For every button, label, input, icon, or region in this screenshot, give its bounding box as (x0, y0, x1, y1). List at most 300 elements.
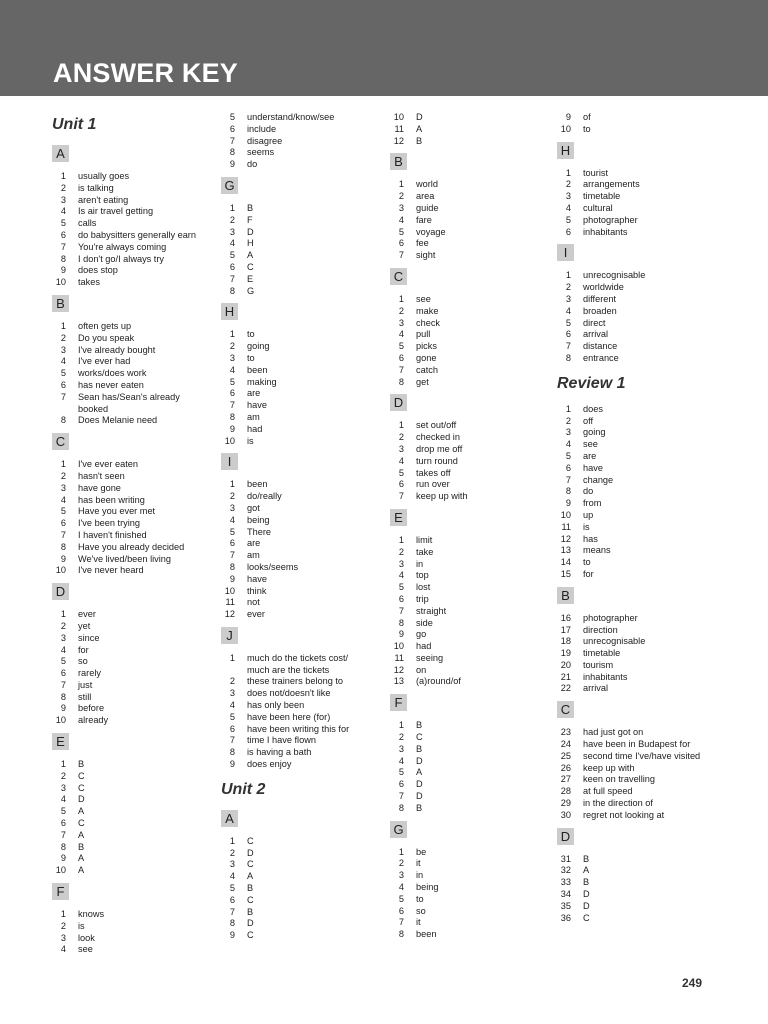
answer-number: 5 (398, 341, 404, 352)
answer-text: trip (416, 593, 429, 604)
answer-number: 6 (229, 123, 235, 134)
answer-text: on (416, 664, 427, 675)
answer-row (221, 227, 349, 239)
answer-row (221, 550, 349, 562)
answer-number: 1 (229, 329, 235, 340)
answer-text: works/does work (78, 368, 147, 379)
answer-row (390, 732, 468, 744)
answer-number: 14 (560, 557, 571, 568)
answer-text: going (583, 427, 606, 438)
answer-text: voyage (416, 226, 446, 237)
section-letter-badge: I (221, 453, 238, 470)
section-letter-badge: E (52, 733, 69, 750)
answer-row (221, 848, 349, 860)
answer-text: D (78, 794, 85, 805)
answer-number: 3 (229, 859, 235, 870)
answer-row (52, 471, 196, 483)
answer-number: 4 (565, 305, 571, 316)
answer-row (52, 277, 196, 289)
answer-text: unrecognisable (583, 270, 646, 281)
answer-text: have (583, 462, 603, 473)
unit-heading: Unit 2 (221, 780, 266, 798)
answer-row (557, 569, 700, 581)
answer-number: 8 (229, 918, 235, 929)
answer-row (221, 895, 349, 907)
answer-text: direct (583, 317, 606, 328)
answer-number: 3 (565, 427, 571, 438)
answer-number: 3 (398, 870, 404, 881)
answer-number: 5 (229, 112, 235, 122)
answer-row (221, 353, 349, 365)
answer-text: straight (416, 605, 447, 616)
answer-row (557, 613, 700, 625)
answer-row (52, 333, 196, 345)
answer-text: C (247, 894, 254, 905)
answer-number: 1 (60, 609, 66, 620)
answer-number: 27 (560, 774, 571, 785)
answer-row (557, 510, 700, 522)
answer-number: 2 (565, 415, 571, 426)
answer-row (52, 909, 196, 921)
answer-row (557, 191, 700, 203)
answer-text: has only been (247, 700, 305, 711)
answer-number: 6 (398, 352, 404, 363)
answer-text: being (416, 882, 439, 893)
answer-row (557, 404, 700, 416)
answer-text: make (416, 305, 439, 316)
answer-text: A (78, 865, 85, 876)
answer-text: world (416, 179, 438, 190)
answer-row (221, 676, 349, 688)
answer-number: 3 (565, 191, 571, 202)
answer-row (557, 557, 700, 569)
answer-text: had just got on (583, 727, 644, 738)
answer-number: 10 (393, 641, 404, 652)
answer-number: 33 (560, 877, 571, 888)
answer-text: A (583, 865, 590, 876)
answer-number: 1 (398, 420, 404, 431)
answer-row (221, 836, 349, 848)
answer-number: 2 (229, 214, 235, 225)
answer-number: 4 (398, 455, 404, 466)
answer-row (221, 586, 349, 598)
answer-text: understand/know/see (247, 112, 335, 122)
answer-text: usually goes (78, 171, 130, 181)
answer-text: photographer (583, 214, 638, 225)
answer-text: A (78, 806, 85, 817)
answer-row (390, 468, 468, 480)
answer-number: 8 (398, 617, 404, 628)
unit-heading: Unit 1 (52, 116, 97, 133)
answer-text: do/really (247, 491, 282, 502)
answer-number: 30 (560, 809, 571, 820)
section-letter-badge: C (557, 701, 574, 718)
answer-row (557, 179, 700, 191)
answer-number: 6 (60, 668, 66, 679)
answer-text: does (583, 403, 603, 414)
answer-row (390, 894, 468, 906)
answer-text: to (583, 123, 591, 134)
answer-number: 8 (565, 486, 571, 497)
answer-number: 20 (560, 659, 571, 670)
answer-number: 8 (398, 376, 404, 387)
answer-text: have gone (78, 482, 121, 493)
answer-text: A (78, 829, 85, 840)
answer-row (52, 771, 196, 783)
answer-number: 2 (60, 182, 66, 193)
answer-text: D (416, 791, 423, 802)
answer-number: 9 (229, 159, 235, 170)
answer-row (52, 818, 196, 830)
answer-row (557, 798, 700, 810)
answer-text: B (247, 883, 254, 894)
answer-number: 12 (224, 609, 235, 620)
answer-number: 7 (565, 474, 571, 485)
answer-number: 8 (229, 285, 235, 296)
answer-number: 5 (60, 218, 66, 229)
answer-number: 1 (565, 403, 571, 414)
answer-number: 9 (60, 265, 66, 276)
answer-number: 6 (229, 538, 235, 549)
answer-number: 1 (60, 759, 66, 770)
answer-row (390, 582, 468, 594)
answer-row (557, 227, 700, 239)
answer-row (221, 700, 349, 712)
answer-row (221, 859, 349, 871)
answer-number: 6 (565, 226, 571, 237)
answer-number: 10 (224, 435, 235, 446)
answer-text: is having a bath (247, 747, 312, 758)
answer-number: 5 (60, 506, 66, 517)
answer-number: 8 (565, 352, 571, 363)
answer-number: 5 (398, 226, 404, 237)
answer-text: in the direction of (583, 798, 653, 809)
answer-text: regret not looking at (583, 809, 665, 820)
answer-text: been (247, 479, 268, 490)
section-letter-badge: F (52, 883, 69, 900)
answer-number: 31 (560, 853, 571, 864)
answer-number: 10 (224, 585, 235, 596)
answer-text: unrecognisable (583, 636, 646, 647)
answer-row (557, 353, 700, 365)
answer-row (52, 933, 196, 945)
answer-row (390, 929, 468, 941)
answer-number: 15 (560, 568, 571, 579)
answer-number: 4 (398, 882, 404, 893)
answer-number: 1 (60, 171, 66, 181)
answer-number: 11 (394, 652, 404, 663)
section-letter-badge: A (221, 810, 238, 827)
answer-row (557, 112, 700, 124)
answer-row (52, 621, 196, 633)
answer-row (221, 597, 349, 609)
answer-text: am (247, 550, 260, 561)
answer-text: There (247, 526, 272, 537)
answer-text: check (416, 317, 441, 328)
answer-text: these trainers belong to (247, 676, 344, 687)
answer-text: inhabitants (583, 226, 628, 237)
answer-row (390, 456, 468, 468)
answer-number: 10 (55, 277, 66, 288)
answer-text: to (583, 557, 591, 568)
answer-number: 6 (398, 479, 404, 490)
answer-number: 1 (565, 270, 571, 281)
answer-text: C (247, 835, 254, 846)
answer-text: be (416, 846, 427, 857)
answer-row (390, 653, 468, 665)
answer-number: 6 (60, 518, 66, 529)
answer-number: 9 (565, 498, 571, 509)
answer-number: 13 (393, 676, 404, 687)
answer-row (52, 265, 196, 277)
answer-row (221, 918, 349, 930)
answer-row (390, 432, 468, 444)
answer-text: I've already bought (78, 344, 156, 355)
answer-row (557, 683, 700, 695)
answer-column-1 (52, 112, 196, 956)
answer-text: You're always coming (78, 241, 167, 252)
answer-row (221, 503, 349, 515)
answer-text: A (247, 871, 254, 882)
answer-text: B (247, 202, 254, 213)
answer-row (221, 203, 349, 215)
answer-row (390, 791, 468, 803)
answer-text: going (247, 341, 270, 352)
answer-text: it (416, 917, 421, 928)
answer-number: 10 (560, 123, 571, 134)
answer-text: G (247, 285, 255, 296)
answer-row (52, 830, 196, 842)
answer-text: being (247, 514, 270, 525)
answer-text: is (583, 521, 590, 532)
answer-row (221, 262, 349, 274)
answer-number: 10 (55, 715, 66, 726)
answer-row (390, 179, 468, 191)
answer-row (52, 783, 196, 795)
section-letter-badge: A (52, 145, 69, 162)
answer-row (52, 506, 196, 518)
answer-text: limit (416, 534, 433, 545)
answer-text: arrangements (583, 179, 640, 190)
answer-number: 4 (60, 794, 66, 805)
answer-number: 8 (229, 561, 235, 572)
answer-row (557, 498, 700, 510)
answer-row (52, 415, 196, 427)
answer-text: inhabitants (583, 671, 628, 682)
answer-row (52, 759, 196, 771)
answer-number: 12 (393, 664, 404, 675)
section-letter-badge: G (390, 821, 407, 838)
answer-row (221, 341, 349, 353)
answer-number: 12 (393, 135, 404, 146)
answer-text: to (247, 329, 255, 340)
answer-text: think (247, 585, 267, 596)
answer-row (390, 882, 468, 894)
answer-row (52, 692, 196, 704)
answer-text: C (247, 859, 254, 870)
answer-number: 5 (398, 767, 404, 778)
answer-number: 6 (398, 593, 404, 604)
answer-row (52, 321, 196, 333)
answer-number: 2 (60, 620, 66, 631)
answer-number: 1 (60, 909, 66, 920)
answer-text: D (247, 847, 254, 858)
answer-number: 5 (60, 656, 66, 667)
answer-row (557, 318, 700, 330)
answer-text: just (78, 679, 93, 690)
answer-number: 7 (398, 250, 404, 261)
answer-number: 18 (560, 636, 571, 647)
answer-text: making (247, 376, 277, 387)
unit-heading: Review 1 (557, 374, 626, 392)
section-letter-badge: B (52, 295, 69, 312)
answer-text: takes (78, 277, 100, 288)
answer-text: C (583, 912, 590, 923)
answer-row (52, 368, 196, 380)
answer-number: 4 (398, 329, 404, 340)
answer-text: does stop (78, 265, 118, 276)
answer-row (557, 545, 700, 557)
answer-row (221, 412, 349, 424)
answer-number: 3 (229, 688, 235, 699)
answer-text: not (247, 597, 260, 608)
answer-text: second time I've/have visited (583, 750, 701, 761)
answer-row (390, 570, 468, 582)
answer-number: 7 (565, 341, 571, 352)
answer-text: H (247, 238, 254, 249)
answer-number: 6 (60, 379, 66, 390)
answer-number: 7 (60, 241, 66, 252)
answer-text: fee (416, 238, 429, 249)
answer-number: 8 (229, 411, 235, 422)
answer-number: 6 (398, 905, 404, 916)
answer-row (557, 751, 700, 763)
answer-text: at full speed (583, 786, 633, 797)
answer-row (52, 183, 196, 195)
answer-text: keep up with (583, 762, 635, 773)
answer-text: had (416, 641, 432, 652)
answer-text: lost (416, 582, 431, 593)
answer-row (557, 727, 700, 739)
answer-number: 11 (561, 521, 571, 532)
answer-text: much do the tickets cost/ (247, 652, 349, 663)
answer-text: top (416, 570, 429, 581)
answer-text: B (416, 720, 423, 731)
answer-number: 5 (229, 376, 235, 387)
answer-row (557, 660, 700, 672)
section-letter-badge: J (221, 627, 238, 644)
answer-text: C (416, 732, 423, 743)
answer-number: 2 (398, 732, 404, 743)
answer-text: timetable (583, 191, 621, 202)
answer-number: 5 (565, 214, 571, 225)
answer-text: to (247, 352, 255, 363)
answer-row (390, 535, 468, 547)
answer-row (390, 420, 468, 432)
answer-text: catch (416, 364, 438, 375)
answer-text: have (247, 400, 267, 411)
answer-row (390, 629, 468, 641)
answer-number: 26 (560, 762, 571, 773)
answer-number: 5 (565, 450, 571, 461)
answer-row (557, 451, 700, 463)
answer-number: 3 (60, 482, 66, 493)
answer-row (52, 794, 196, 806)
answer-number: 7 (398, 917, 404, 928)
answer-number: 4 (229, 364, 235, 375)
answer-number: 4 (398, 755, 404, 766)
answer-text: ever (78, 609, 96, 620)
answer-number: 10 (55, 565, 66, 576)
answer-text: B (78, 759, 85, 770)
answer-text: booked (78, 403, 109, 414)
answer-text: do (247, 159, 258, 170)
answer-row (557, 648, 700, 660)
answer-row (221, 538, 349, 550)
answer-text: set out/off (416, 420, 457, 431)
answer-text: I've been trying (78, 518, 141, 529)
answer-number: 11 (394, 123, 404, 134)
answer-number: 9 (229, 573, 235, 584)
answer-number: 1 (398, 534, 404, 545)
answer-text: is talking (78, 182, 114, 193)
answer-row (390, 112, 468, 124)
answer-row (557, 463, 700, 475)
answer-text: I haven't finished (78, 529, 147, 540)
section-letter-badge: D (52, 583, 69, 600)
answer-row (52, 518, 196, 530)
answer-number: 35 (560, 900, 571, 911)
answer-text: yet (78, 620, 91, 631)
answer-text: been (416, 929, 437, 940)
answer-row (390, 329, 468, 341)
answer-row (221, 436, 349, 448)
answer-number: 4 (229, 871, 235, 882)
answer-row (221, 136, 349, 148)
answer-text: drop me off (416, 443, 463, 454)
answer-row (390, 917, 468, 929)
answer-row (52, 218, 196, 230)
answer-number: 2 (398, 191, 404, 202)
answer-text: pull (416, 329, 431, 340)
answer-text: are (583, 450, 597, 461)
answer-number: 4 (60, 494, 66, 505)
answer-number: 7 (229, 400, 235, 411)
answer-number: 1 (60, 320, 66, 331)
answer-text: disagree (247, 135, 283, 146)
answer-row (390, 250, 468, 262)
answer-text: D (583, 900, 590, 911)
answer-number: 4 (229, 700, 235, 711)
answer-number: 6 (229, 388, 235, 399)
answer-number: 2 (565, 282, 571, 293)
answer-row (52, 254, 196, 266)
page-title: ANSWER KEY (53, 58, 239, 88)
answer-number: 8 (60, 541, 66, 552)
answer-row (52, 609, 196, 621)
answer-number: 11 (225, 597, 235, 608)
answer-column-4 (557, 112, 700, 924)
answer-row (390, 676, 468, 688)
answer-row (52, 230, 196, 242)
answer-number: 4 (565, 202, 571, 213)
answer-text: I've ever had (78, 356, 131, 367)
answer-number: 34 (560, 889, 571, 900)
spacer (557, 365, 700, 371)
answer-text: gone (416, 352, 437, 363)
answer-text: still (78, 691, 92, 702)
answer-number: 1 (229, 835, 235, 846)
